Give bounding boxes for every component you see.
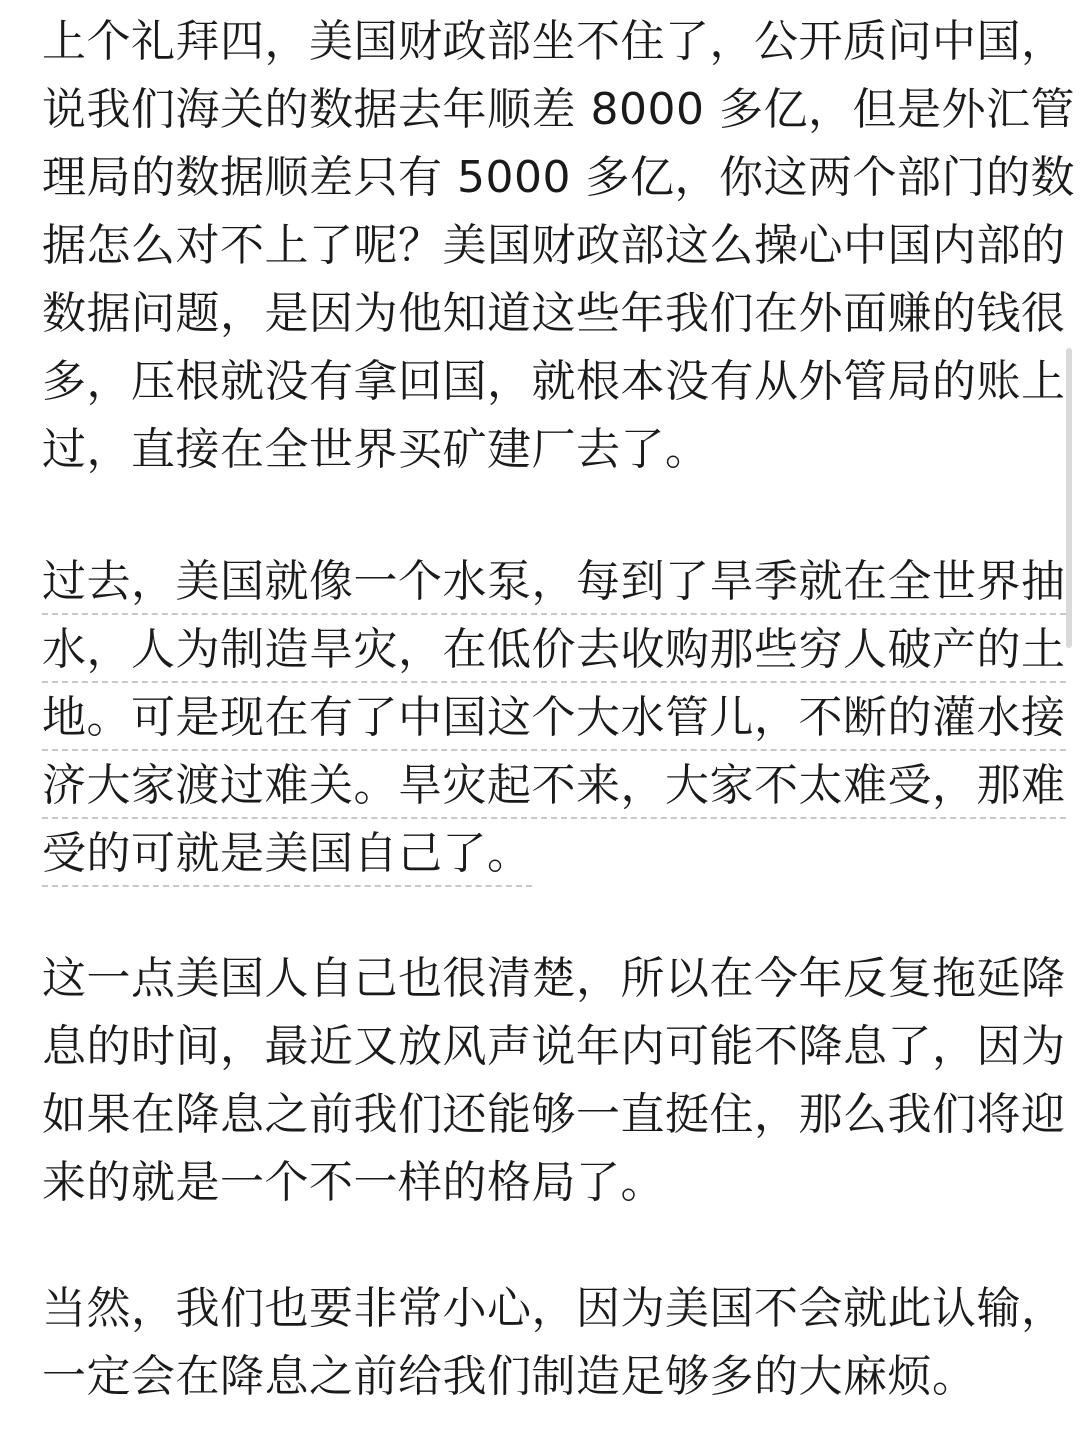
- text-line: 息的时间，最近又放风声说年内可能不降息了，因为: [42, 1021, 1066, 1072]
- text-line: [42, 616, 1066, 684]
- text-line: 当然，我们也要非常小心，因为美国不会就此认输，: [42, 1283, 1066, 1334]
- paragraph-4: [42, 1275, 1066, 1411]
- text-line: 过，直接在全世界买矿建厂去了。: [42, 424, 710, 475]
- text-line: [42, 820, 1066, 888]
- text-line: 来的就是一个不一样的格局了。: [42, 1157, 665, 1208]
- text-line: 一定会在降息之前给我们制造足够多的大麻烦。: [42, 1351, 977, 1402]
- text-line: [42, 684, 1066, 752]
- text-line: 说我们海关的数据去年顺差 8000 多亿，但是外汇管: [42, 84, 1075, 135]
- paragraph-1: [42, 8, 1075, 484]
- paragraph-3: [42, 945, 1066, 1217]
- text-line: 上个礼拜四，美国财政部坐不住了，公开质问中国，: [42, 16, 1066, 67]
- underlined-text: 受的可就是美国自己了。: [42, 828, 532, 887]
- text-line: 据怎么对不上了呢？美国财政部这么操心中国内部的: [42, 220, 1066, 271]
- text-line: 数据问题，是因为他知道这些年我们在外面赚的钱很: [42, 288, 1066, 339]
- underlined-text: 水，人为制造旱灾，在低价去收购那些穷人破产的土: [42, 624, 1066, 683]
- underlined-text: 过去，美国就像一个水泵，每到了旱季就在全世界抽: [42, 556, 1066, 615]
- text-line: 这一点美国人自己也很清楚，所以在今年反复拖延降: [42, 953, 1066, 1004]
- underlined-text: 济大家渡过难关。旱灾起不来，大家不太难受，那难: [42, 760, 1066, 819]
- text-line: [42, 752, 1066, 820]
- text-line: 如果在降息之前我们还能够一直挺住，那么我们将迎: [42, 1089, 1066, 1140]
- underlined-text: 地。可是现在有了中国这个大水管儿，不断的灌水接: [42, 692, 1066, 751]
- paragraph-2: [42, 548, 1066, 888]
- vertical-scrollbar[interactable]: [1066, 348, 1072, 648]
- text-line: [42, 548, 1066, 616]
- text-line: 多，压根就没有拿回国，就根本没有从外管局的账上: [42, 356, 1066, 407]
- text-line: 理局的数据顺差只有 5000 多亿，你这两个部门的数: [42, 152, 1075, 203]
